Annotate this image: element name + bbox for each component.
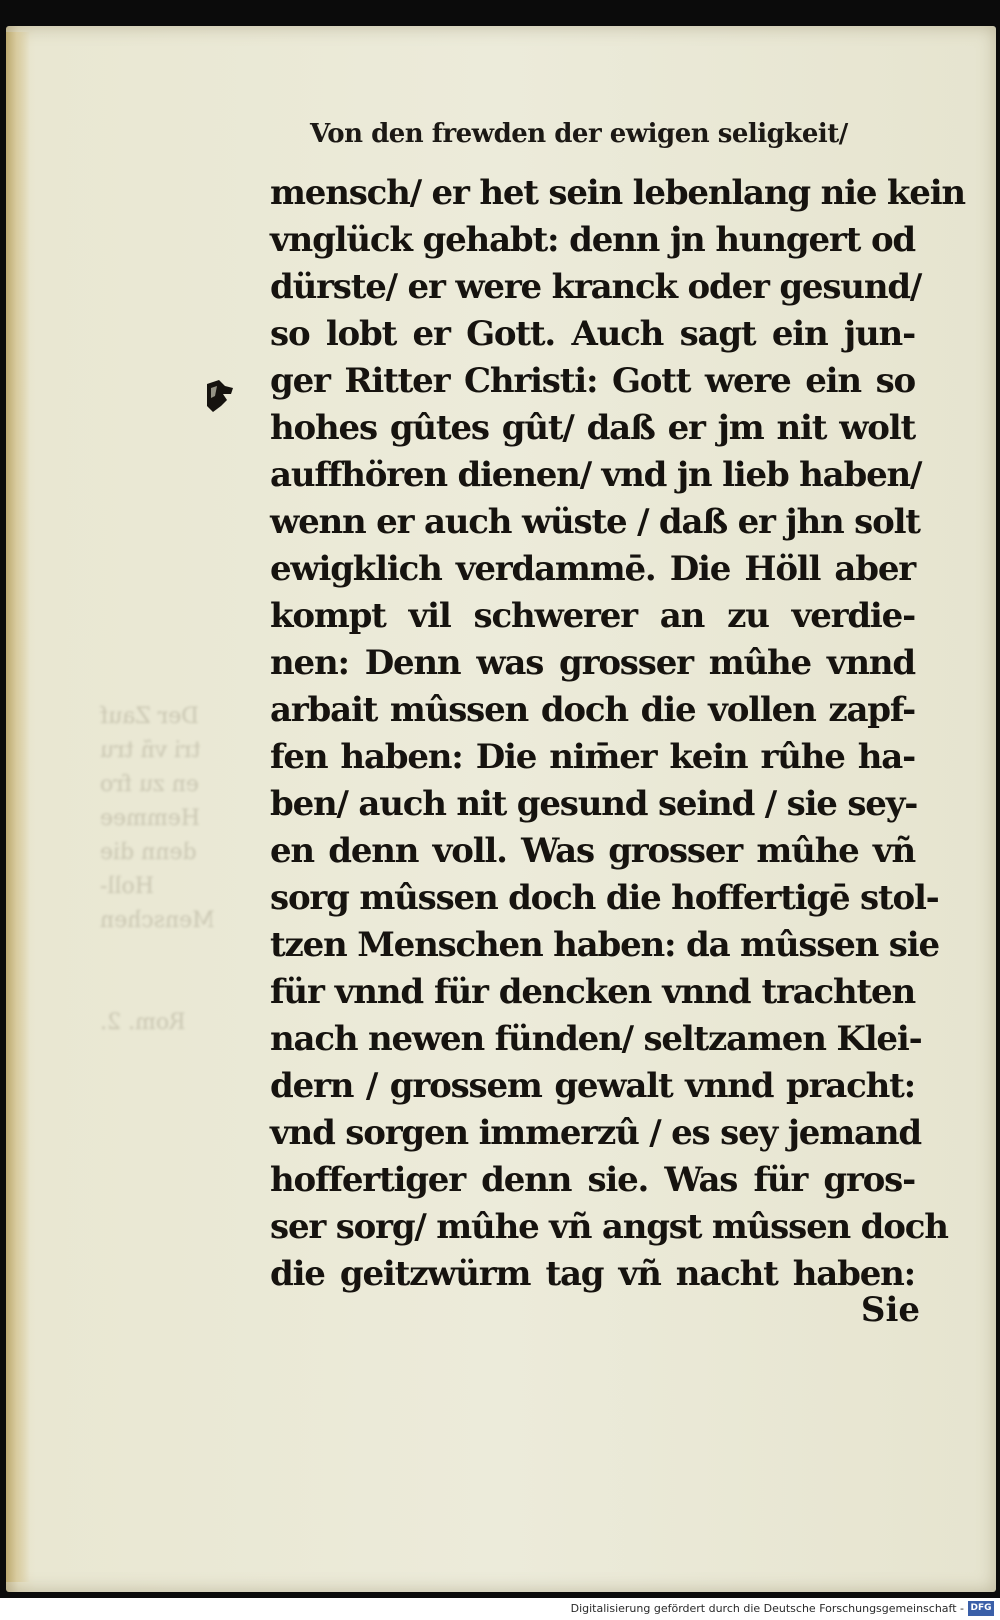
pointing-hand-icon [203, 376, 237, 416]
text-line: ewigklich verdammē. Die Höll aber [270, 549, 915, 589]
text-line: kompt vil schwerer an zu verdie- [270, 596, 915, 636]
text-line: ger Ritter Christi: Gott were ein so [270, 361, 915, 401]
text-line: hoffertiger denn sie. Was für gros- [270, 1160, 915, 1200]
text-line: wenn er auch wüste / daß er jhn solt [270, 502, 920, 542]
bleed-through-line: Der Zauf [100, 704, 199, 729]
body-text [270, 170, 965, 1300]
text-line: auffhören dienen/ vnd jn lieb haben/ [270, 455, 922, 495]
running-head: Von den frewden der ewigen seligkeit/ [310, 119, 848, 149]
bleed-through-line: Menschen [100, 908, 215, 933]
text-line: für vnnd für dencken vnnd trachten [270, 972, 915, 1012]
text-line: fen haben: Die nim̄er kein rûhe ha- [270, 737, 915, 777]
text-line: hohes gûtes gût/ daß er jm nit wolt [270, 408, 915, 448]
dfg-logo: DFG [968, 1601, 994, 1616]
text-line: ben/ auch nit gesund seind / sie sey- [270, 784, 918, 824]
text-line: ser sorg/ mûhe vñ angst mûssen doch [270, 1207, 948, 1247]
digitization-footer [0, 1598, 1000, 1620]
funding-credit: Digitalisierung gefördert durch die Deutsche Forschungsgemeinschaft - [570, 1602, 964, 1615]
bleed-through-line: Holl- [100, 874, 154, 899]
text-line: dürste/ er were kranck oder gesund/ [270, 267, 922, 307]
text-line: so lobt er Gott. Auch sagt ein jun- [270, 314, 915, 354]
text-line: nen: Denn was grosser mûhe vnnd [270, 643, 915, 683]
text-line: vnglück gehabt: denn jn hungert od [270, 220, 915, 260]
text-line: nach newen fünden/ seltzamen Klei- [270, 1019, 922, 1059]
bleed-through-line: Hemmee [100, 806, 200, 831]
text-line: arbait mûssen doch die vollen zapf- [270, 690, 915, 730]
catchword: Sie [860, 1290, 920, 1330]
bleed-through-line [100, 972, 260, 1006]
page-gutter-shadow [6, 32, 30, 1582]
bleed-through-line: tri vñ tru [100, 738, 201, 763]
bleed-through-text [100, 700, 260, 1120]
text-line: die geitzwürm tag vñ nacht haben: [270, 1254, 915, 1294]
text-line: dern / grossem gewalt vnnd pracht: [270, 1066, 915, 1106]
text-line: sorg mûssen doch die hoffertigē stol- [270, 878, 939, 918]
text-line: vnd sorgen immerzû / es sey jemand [270, 1113, 921, 1153]
bleed-through-line [100, 938, 260, 972]
text-line: mensch/ er het sein lebenlang nie kein [270, 173, 965, 213]
bleed-through-line: Rom. 2. [100, 1010, 186, 1035]
text-line: en denn voll. Was grosser mûhe vñ [270, 831, 915, 871]
bleed-through-line: en zu fro [100, 772, 199, 797]
bleed-through-line: denn die [100, 840, 197, 865]
text-line: tzen Menschen haben: da mûssen sie [270, 925, 939, 965]
